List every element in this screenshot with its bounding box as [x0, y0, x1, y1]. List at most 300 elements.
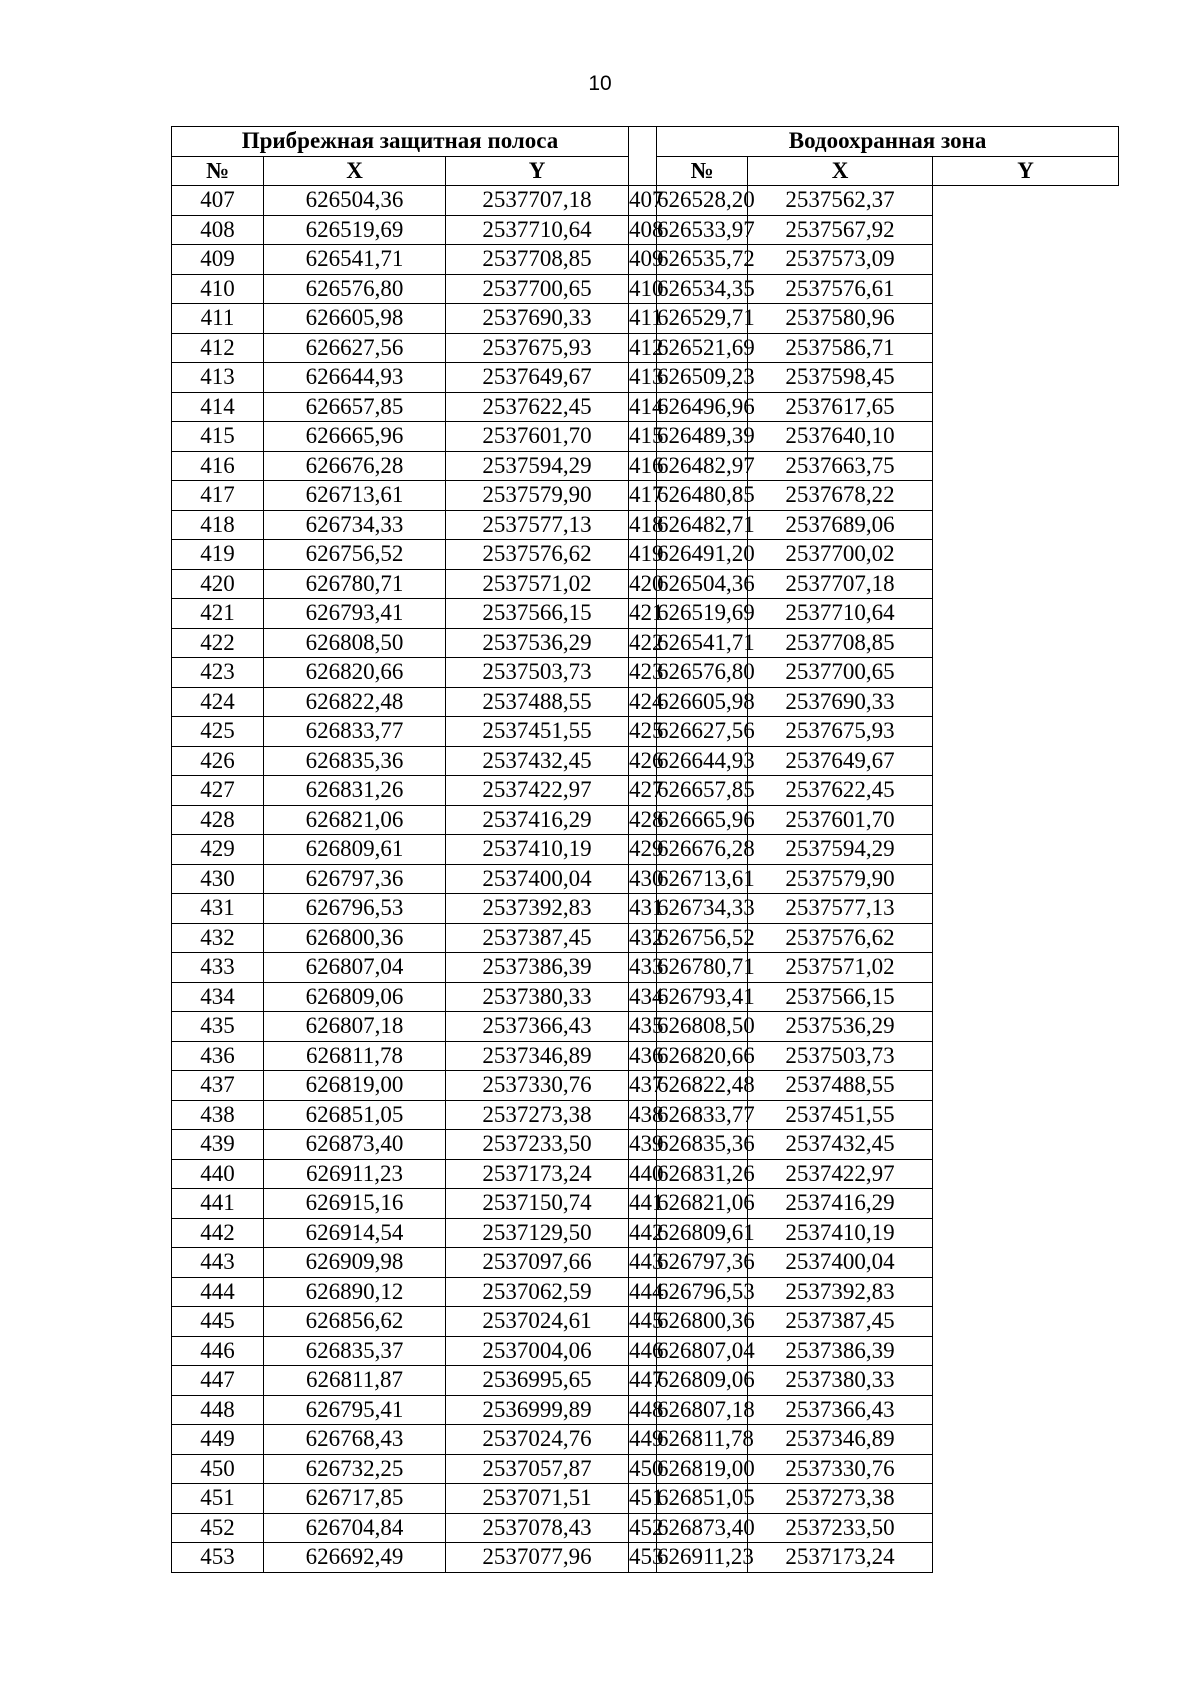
right-cell-x: 626676,28: [657, 835, 748, 865]
left-cell-x: 626835,37: [264, 1336, 446, 1366]
right-cell-number: 442: [629, 1218, 657, 1248]
table-row: [172, 1454, 1119, 1484]
left-cell-number: 435: [172, 1012, 264, 1042]
right-cell-x: 626509,23: [657, 363, 748, 393]
left-cell-x: 626576,80: [264, 274, 446, 304]
right-cell-x: 626528,20: [657, 186, 748, 216]
right-cell-number: 430: [629, 864, 657, 894]
right-cell-x: 626809,06: [657, 1366, 748, 1396]
right-cell-number: 433: [629, 953, 657, 983]
right-cell-y: 2537416,29: [748, 1189, 933, 1219]
right-cell-number: 440: [629, 1159, 657, 1189]
left-cell-number: 453: [172, 1543, 264, 1573]
table-row: [172, 1012, 1119, 1042]
right-cell-number: 411: [629, 304, 657, 334]
table-row: [172, 717, 1119, 747]
table-row: [172, 1395, 1119, 1425]
left-cell-number: 408: [172, 215, 264, 245]
table-row: [172, 1366, 1119, 1396]
table-row: [172, 1513, 1119, 1543]
left-cell-y: 2537173,24: [446, 1159, 629, 1189]
right-cell-number: 422: [629, 628, 657, 658]
left-cell-x: 626915,16: [264, 1189, 446, 1219]
left-cell-number: 430: [172, 864, 264, 894]
left-cell-x: 626756,52: [264, 540, 446, 570]
right-cell-y: 2537233,50: [748, 1513, 933, 1543]
left-cell-y: 2537366,43: [446, 1012, 629, 1042]
left-cell-y: 2537330,76: [446, 1071, 629, 1101]
left-cell-y: 2537601,70: [446, 422, 629, 452]
table-row: [172, 451, 1119, 481]
left-cell-x: 626890,12: [264, 1277, 446, 1307]
right-cell-x: 626821,06: [657, 1189, 748, 1219]
right-cell-x: 626541,71: [657, 628, 748, 658]
right-cell-number: 419: [629, 540, 657, 570]
right-cell-x: 626519,69: [657, 599, 748, 629]
left-cell-y: 2537503,73: [446, 658, 629, 688]
left-cell-y: 2537622,45: [446, 392, 629, 422]
left-cell-x: 626811,78: [264, 1041, 446, 1071]
right-cell-x: 626576,80: [657, 658, 748, 688]
left-cell-x: 626821,06: [264, 805, 446, 835]
left-cell-x: 626835,36: [264, 746, 446, 776]
table-row: [172, 982, 1119, 1012]
table-row: [172, 894, 1119, 924]
left-header-y: Y: [446, 156, 629, 186]
right-cell-x: 626873,40: [657, 1513, 748, 1543]
right-cell-x: 626819,00: [657, 1454, 748, 1484]
left-cell-y: 2537579,90: [446, 481, 629, 511]
right-cell-y: 2537567,92: [748, 215, 933, 245]
left-cell-x: 626704,84: [264, 1513, 446, 1543]
left-cell-number: 424: [172, 687, 264, 717]
left-cell-number: 419: [172, 540, 264, 570]
table-row: [172, 186, 1119, 216]
left-cell-y: 2537387,45: [446, 923, 629, 953]
coordinates-table: [171, 126, 1119, 1573]
right-cell-x: 626489,39: [657, 422, 748, 452]
left-cell-number: 437: [172, 1071, 264, 1101]
left-cell-y: 2537062,59: [446, 1277, 629, 1307]
left-cell-x: 626856,62: [264, 1307, 446, 1337]
left-cell-y: 2537422,97: [446, 776, 629, 806]
right-cell-x: 626504,36: [657, 569, 748, 599]
left-cell-number: 425: [172, 717, 264, 747]
left-cell-y: 2537675,93: [446, 333, 629, 363]
left-cell-y: 2537380,33: [446, 982, 629, 1012]
left-cell-y: 2537566,15: [446, 599, 629, 629]
right-cell-number: 413: [629, 363, 657, 393]
left-cell-number: 407: [172, 186, 264, 216]
right-cell-x: 626807,18: [657, 1395, 748, 1425]
right-cell-x: 626529,71: [657, 304, 748, 334]
left-cell-number: 410: [172, 274, 264, 304]
right-cell-number: 453: [629, 1543, 657, 1573]
left-cell-y: 2537536,29: [446, 628, 629, 658]
right-cell-y: 2537700,65: [748, 658, 933, 688]
right-cell-number: 435: [629, 1012, 657, 1042]
table-row: [172, 923, 1119, 953]
right-cell-y: 2537663,75: [748, 451, 933, 481]
table-row: [172, 1277, 1119, 1307]
left-cell-y: 2537150,74: [446, 1189, 629, 1219]
left-cell-x: 626807,18: [264, 1012, 446, 1042]
left-cell-x: 626665,96: [264, 422, 446, 452]
right-cell-number: 432: [629, 923, 657, 953]
right-section-title: Водоохранная зона: [657, 127, 1119, 157]
left-cell-y: 2537488,55: [446, 687, 629, 717]
right-cell-number: 416: [629, 451, 657, 481]
table-row: [172, 569, 1119, 599]
right-cell-x: 626780,71: [657, 953, 748, 983]
left-header-x: X: [264, 156, 446, 186]
right-cell-number: 429: [629, 835, 657, 865]
left-cell-y: 2537571,02: [446, 569, 629, 599]
left-cell-x: 626808,50: [264, 628, 446, 658]
table-row: [172, 215, 1119, 245]
table-row: [172, 953, 1119, 983]
left-cell-number: 434: [172, 982, 264, 1012]
table-row: [172, 805, 1119, 835]
left-cell-number: 436: [172, 1041, 264, 1071]
left-cell-number: 450: [172, 1454, 264, 1484]
right-cell-x: 626808,50: [657, 1012, 748, 1042]
right-cell-y: 2537366,43: [748, 1395, 933, 1425]
left-cell-number: 439: [172, 1130, 264, 1160]
left-cell-y: 2537700,65: [446, 274, 629, 304]
right-cell-x: 626534,35: [657, 274, 748, 304]
right-cell-x: 626496,96: [657, 392, 748, 422]
left-cell-y: 2537004,06: [446, 1336, 629, 1366]
right-cell-x: 626657,85: [657, 776, 748, 806]
right-cell-number: 445: [629, 1307, 657, 1337]
left-cell-y: 2537594,29: [446, 451, 629, 481]
table-row: [172, 1307, 1119, 1337]
right-cell-y: 2537690,33: [748, 687, 933, 717]
right-cell-number: 421: [629, 599, 657, 629]
left-cell-x: 626519,69: [264, 215, 446, 245]
left-cell-number: 438: [172, 1100, 264, 1130]
left-cell-y: 2537392,83: [446, 894, 629, 924]
right-cell-number: 447: [629, 1366, 657, 1396]
left-cell-y: 2537024,76: [446, 1425, 629, 1455]
right-cell-y: 2537422,97: [748, 1159, 933, 1189]
left-cell-x: 626795,41: [264, 1395, 446, 1425]
table-row: [172, 1041, 1119, 1071]
right-cell-y: 2537173,24: [748, 1543, 933, 1573]
right-cell-y: 2537576,62: [748, 923, 933, 953]
left-cell-x: 626644,93: [264, 363, 446, 393]
left-cell-x: 626797,36: [264, 864, 446, 894]
right-cell-number: 441: [629, 1189, 657, 1219]
left-cell-number: 432: [172, 923, 264, 953]
left-cell-y: 2537346,89: [446, 1041, 629, 1071]
right-cell-x: 626713,61: [657, 864, 748, 894]
right-cell-x: 626800,36: [657, 1307, 748, 1337]
right-cell-x: 626535,72: [657, 245, 748, 275]
left-cell-number: 443: [172, 1248, 264, 1278]
left-cell-x: 626807,04: [264, 953, 446, 983]
right-cell-x: 626797,36: [657, 1248, 748, 1278]
right-cell-number: 414: [629, 392, 657, 422]
right-cell-y: 2537346,89: [748, 1425, 933, 1455]
right-cell-y: 2537273,38: [748, 1484, 933, 1514]
left-cell-number: 423: [172, 658, 264, 688]
right-cell-y: 2537580,96: [748, 304, 933, 334]
left-cell-y: 2537273,38: [446, 1100, 629, 1130]
left-cell-y: 2537071,51: [446, 1484, 629, 1514]
table-row: [172, 687, 1119, 717]
left-cell-number: 416: [172, 451, 264, 481]
left-cell-y: 2537690,33: [446, 304, 629, 334]
left-cell-number: 412: [172, 333, 264, 363]
right-cell-y: 2537330,76: [748, 1454, 933, 1484]
table-row: [172, 658, 1119, 688]
right-cell-y: 2537576,61: [748, 274, 933, 304]
right-cell-number: 446: [629, 1336, 657, 1366]
left-cell-x: 626909,98: [264, 1248, 446, 1278]
right-cell-number: 424: [629, 687, 657, 717]
right-cell-x: 626756,52: [657, 923, 748, 953]
right-cell-x: 626521,69: [657, 333, 748, 363]
right-cell-x: 626807,04: [657, 1336, 748, 1366]
table-row: [172, 1130, 1119, 1160]
table-row: [172, 1336, 1119, 1366]
right-cell-number: 418: [629, 510, 657, 540]
left-cell-number: 422: [172, 628, 264, 658]
right-cell-y: 2537601,70: [748, 805, 933, 835]
right-cell-y: 2537594,29: [748, 835, 933, 865]
right-cell-y: 2537598,45: [748, 363, 933, 393]
left-cell-y: 2537577,13: [446, 510, 629, 540]
right-header-x: X: [748, 156, 933, 186]
right-cell-x: 626533,97: [657, 215, 748, 245]
left-cell-number: 431: [172, 894, 264, 924]
left-cell-number: 441: [172, 1189, 264, 1219]
right-cell-y: 2537432,45: [748, 1130, 933, 1160]
table-row: [172, 1248, 1119, 1278]
left-cell-number: 440: [172, 1159, 264, 1189]
left-cell-y: 2537129,50: [446, 1218, 629, 1248]
right-cell-y: 2537387,45: [748, 1307, 933, 1337]
right-cell-x: 626627,56: [657, 717, 748, 747]
left-cell-number: 448: [172, 1395, 264, 1425]
left-cell-number: 426: [172, 746, 264, 776]
page-number: 10: [588, 72, 612, 95]
left-cell-y: 2537451,55: [446, 717, 629, 747]
right-cell-number: 437: [629, 1071, 657, 1101]
right-cell-x: 626734,33: [657, 894, 748, 924]
right-cell-x: 626820,66: [657, 1041, 748, 1071]
left-cell-x: 626676,28: [264, 451, 446, 481]
left-cell-number: 417: [172, 481, 264, 511]
right-cell-x: 626605,98: [657, 687, 748, 717]
right-cell-number: 449: [629, 1425, 657, 1455]
left-cell-x: 626851,05: [264, 1100, 446, 1130]
right-cell-x: 626851,05: [657, 1484, 748, 1514]
left-cell-x: 626627,56: [264, 333, 446, 363]
left-cell-number: 428: [172, 805, 264, 835]
right-cell-y: 2537710,64: [748, 599, 933, 629]
left-cell-y: 2537078,43: [446, 1513, 629, 1543]
table-row: [172, 422, 1119, 452]
left-cell-number: 429: [172, 835, 264, 865]
right-cell-number: 436: [629, 1041, 657, 1071]
left-cell-x: 626732,25: [264, 1454, 446, 1484]
right-cell-x: 626491,20: [657, 540, 748, 570]
right-cell-y: 2537400,04: [748, 1248, 933, 1278]
table-row: [172, 363, 1119, 393]
left-cell-x: 626780,71: [264, 569, 446, 599]
right-cell-number: 426: [629, 746, 657, 776]
left-cell-y: 2536995,65: [446, 1366, 629, 1396]
right-cell-x: 626833,77: [657, 1100, 748, 1130]
left-cell-x: 626796,53: [264, 894, 446, 924]
left-cell-number: 447: [172, 1366, 264, 1396]
right-cell-y: 2537579,90: [748, 864, 933, 894]
table-row: [172, 776, 1119, 806]
right-cell-number: 451: [629, 1484, 657, 1514]
left-cell-number: 418: [172, 510, 264, 540]
table-row: [172, 864, 1119, 894]
left-cell-x: 626717,85: [264, 1484, 446, 1514]
right-cell-number: 420: [629, 569, 657, 599]
right-cell-x: 626831,26: [657, 1159, 748, 1189]
right-header-number: №: [657, 156, 748, 186]
left-cell-number: 427: [172, 776, 264, 806]
right-cell-x: 626665,96: [657, 805, 748, 835]
left-cell-number: 433: [172, 953, 264, 983]
left-cell-y: 2537416,29: [446, 805, 629, 835]
table-row: [172, 392, 1119, 422]
right-cell-x: 626482,71: [657, 510, 748, 540]
left-cell-number: 411: [172, 304, 264, 334]
left-cell-number: 449: [172, 1425, 264, 1455]
right-cell-number: 444: [629, 1277, 657, 1307]
table-row: [172, 1218, 1119, 1248]
left-cell-x: 626831,26: [264, 776, 446, 806]
right-cell-y: 2537386,39: [748, 1336, 933, 1366]
right-cell-y: 2537622,45: [748, 776, 933, 806]
column-separator: [629, 127, 657, 186]
section-title-row: [172, 127, 1119, 157]
left-cell-x: 626911,23: [264, 1159, 446, 1189]
right-cell-x: 626822,48: [657, 1071, 748, 1101]
left-cell-x: 626692,49: [264, 1543, 446, 1573]
right-header-y: Y: [933, 156, 1119, 186]
right-cell-x: 626796,53: [657, 1277, 748, 1307]
table-row: [172, 510, 1119, 540]
left-cell-x: 626541,71: [264, 245, 446, 275]
right-cell-y: 2537649,67: [748, 746, 933, 776]
left-cell-x: 626809,61: [264, 835, 446, 865]
left-cell-number: 409: [172, 245, 264, 275]
left-cell-x: 626734,33: [264, 510, 446, 540]
left-cell-x: 626793,41: [264, 599, 446, 629]
left-cell-x: 626605,98: [264, 304, 446, 334]
left-cell-number: 415: [172, 422, 264, 452]
table-row: [172, 746, 1119, 776]
right-cell-y: 2537451,55: [748, 1100, 933, 1130]
left-header-number: №: [172, 156, 264, 186]
right-cell-number: 410: [629, 274, 657, 304]
right-cell-y: 2537708,85: [748, 628, 933, 658]
right-cell-x: 626482,97: [657, 451, 748, 481]
table-row: [172, 304, 1119, 334]
right-cell-y: 2537566,15: [748, 982, 933, 1012]
left-cell-number: 446: [172, 1336, 264, 1366]
right-cell-number: 415: [629, 422, 657, 452]
right-cell-y: 2537640,10: [748, 422, 933, 452]
left-cell-y: 2537057,87: [446, 1454, 629, 1484]
right-cell-number: 425: [629, 717, 657, 747]
left-cell-number: 420: [172, 569, 264, 599]
table-row: [172, 1189, 1119, 1219]
right-cell-x: 626644,93: [657, 746, 748, 776]
table-row: [172, 333, 1119, 363]
right-cell-y: 2537586,71: [748, 333, 933, 363]
left-cell-y: 2537077,96: [446, 1543, 629, 1573]
table-row: [172, 540, 1119, 570]
right-cell-y: 2537675,93: [748, 717, 933, 747]
left-cell-number: 451: [172, 1484, 264, 1514]
left-cell-x: 626713,61: [264, 481, 446, 511]
left-cell-x: 626819,00: [264, 1071, 446, 1101]
left-cell-number: 442: [172, 1218, 264, 1248]
right-cell-number: 438: [629, 1100, 657, 1130]
right-cell-number: 427: [629, 776, 657, 806]
right-cell-y: 2537573,09: [748, 245, 933, 275]
left-cell-x: 626833,77: [264, 717, 446, 747]
left-cell-number: 445: [172, 1307, 264, 1337]
table-row: [172, 481, 1119, 511]
table-row: [172, 599, 1119, 629]
right-cell-number: 408: [629, 215, 657, 245]
right-cell-number: 434: [629, 982, 657, 1012]
right-cell-x: 626809,61: [657, 1218, 748, 1248]
left-cell-y: 2537707,18: [446, 186, 629, 216]
right-cell-number: 452: [629, 1513, 657, 1543]
right-cell-number: 450: [629, 1454, 657, 1484]
left-cell-x: 626768,43: [264, 1425, 446, 1455]
left-cell-y: 2537576,62: [446, 540, 629, 570]
right-cell-y: 2537410,19: [748, 1218, 933, 1248]
right-cell-number: 412: [629, 333, 657, 363]
right-cell-x: 626793,41: [657, 982, 748, 1012]
table-row: [172, 1159, 1119, 1189]
left-cell-x: 626809,06: [264, 982, 446, 1012]
right-cell-number: 431: [629, 894, 657, 924]
right-cell-y: 2537503,73: [748, 1041, 933, 1071]
right-cell-y: 2537617,65: [748, 392, 933, 422]
right-cell-y: 2537562,37: [748, 186, 933, 216]
right-cell-number: 409: [629, 245, 657, 275]
right-cell-y: 2537689,06: [748, 510, 933, 540]
table-row: [172, 274, 1119, 304]
left-cell-y: 2537710,64: [446, 215, 629, 245]
right-cell-y: 2537700,02: [748, 540, 933, 570]
right-cell-y: 2537707,18: [748, 569, 933, 599]
right-cell-number: 439: [629, 1130, 657, 1160]
left-cell-x: 626657,85: [264, 392, 446, 422]
left-cell-y: 2537649,67: [446, 363, 629, 393]
table-row: [172, 1543, 1119, 1573]
left-cell-x: 626820,66: [264, 658, 446, 688]
table-row: [172, 245, 1119, 275]
right-cell-number: 407: [629, 186, 657, 216]
left-section-title: Прибрежная защитная полоса: [172, 127, 629, 157]
table-row: [172, 1484, 1119, 1514]
